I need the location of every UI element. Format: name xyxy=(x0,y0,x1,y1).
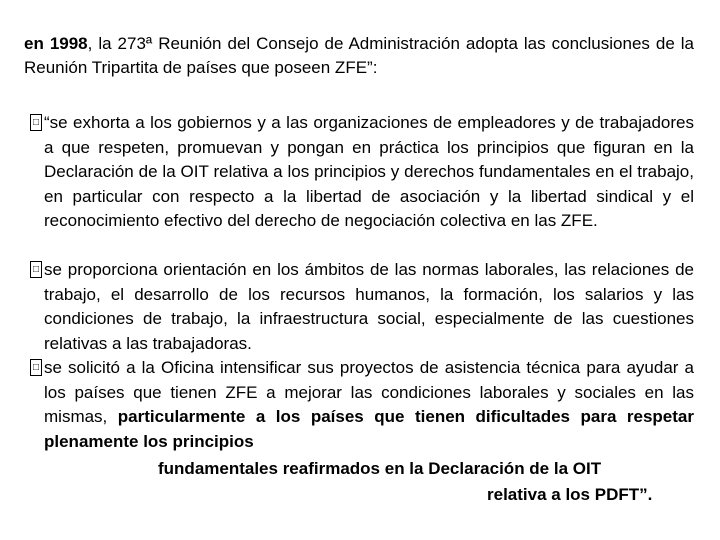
intro-text: , la 273ª Reunión del Consejo de Administración adopta las conclusiones de la Reunión Tripartita de países que poseen ZFE”: xyxy=(24,34,694,77)
intro-paragraph xyxy=(24,32,694,80)
bullet-text-3 xyxy=(44,356,694,454)
bullet-text-3-regular: se solicitó a la Oficina intensificar sus proyectos de asistencia técnica para ayudar a los países que tienen ZFE a mejorar las condiciones laborales y sociales en las mismas, xyxy=(44,358,694,426)
bullet-text-2: se proporciona orientación en los ámbitos de las normas laborales, las relaciones de trabajo, el desarrollo de los recursos humanos, la formación, los salarios y las condiciones de trabajo, la infraestructura social, especialmente de las cuestiones relativas a las trabajadoras. xyxy=(44,260,694,353)
closing-line-2: relativa a los PDFT”. xyxy=(487,485,653,504)
closing-line-1: fundamentales reafirmados en la Declaración de la OIT xyxy=(158,459,602,478)
bullet-marker-icon: □ xyxy=(30,359,42,376)
bullet-marker-icon: □ xyxy=(30,261,42,278)
bullet-marker-icon: □ xyxy=(30,114,42,131)
bullet-text-3-bold: particularmente a los países que tienen dificultades para respetar plenamente los principios xyxy=(44,407,694,451)
bullet-text-1: “se exhorta a los gobiernos y a las organizaciones de empleadores y de trabajadores a que respeten, promuevan y pongan en práctica los principios que figuran en la Declaración de la OIT relativa a los principios y derechos fundamentales en el trabajo, en particular con respecto a la libertad de asociación y la libertad sindical y el reconocimiento efectivo del derecho de negociación colectiva en las ZFE. xyxy=(44,113,694,230)
intro-year: en 1998 xyxy=(24,34,88,53)
